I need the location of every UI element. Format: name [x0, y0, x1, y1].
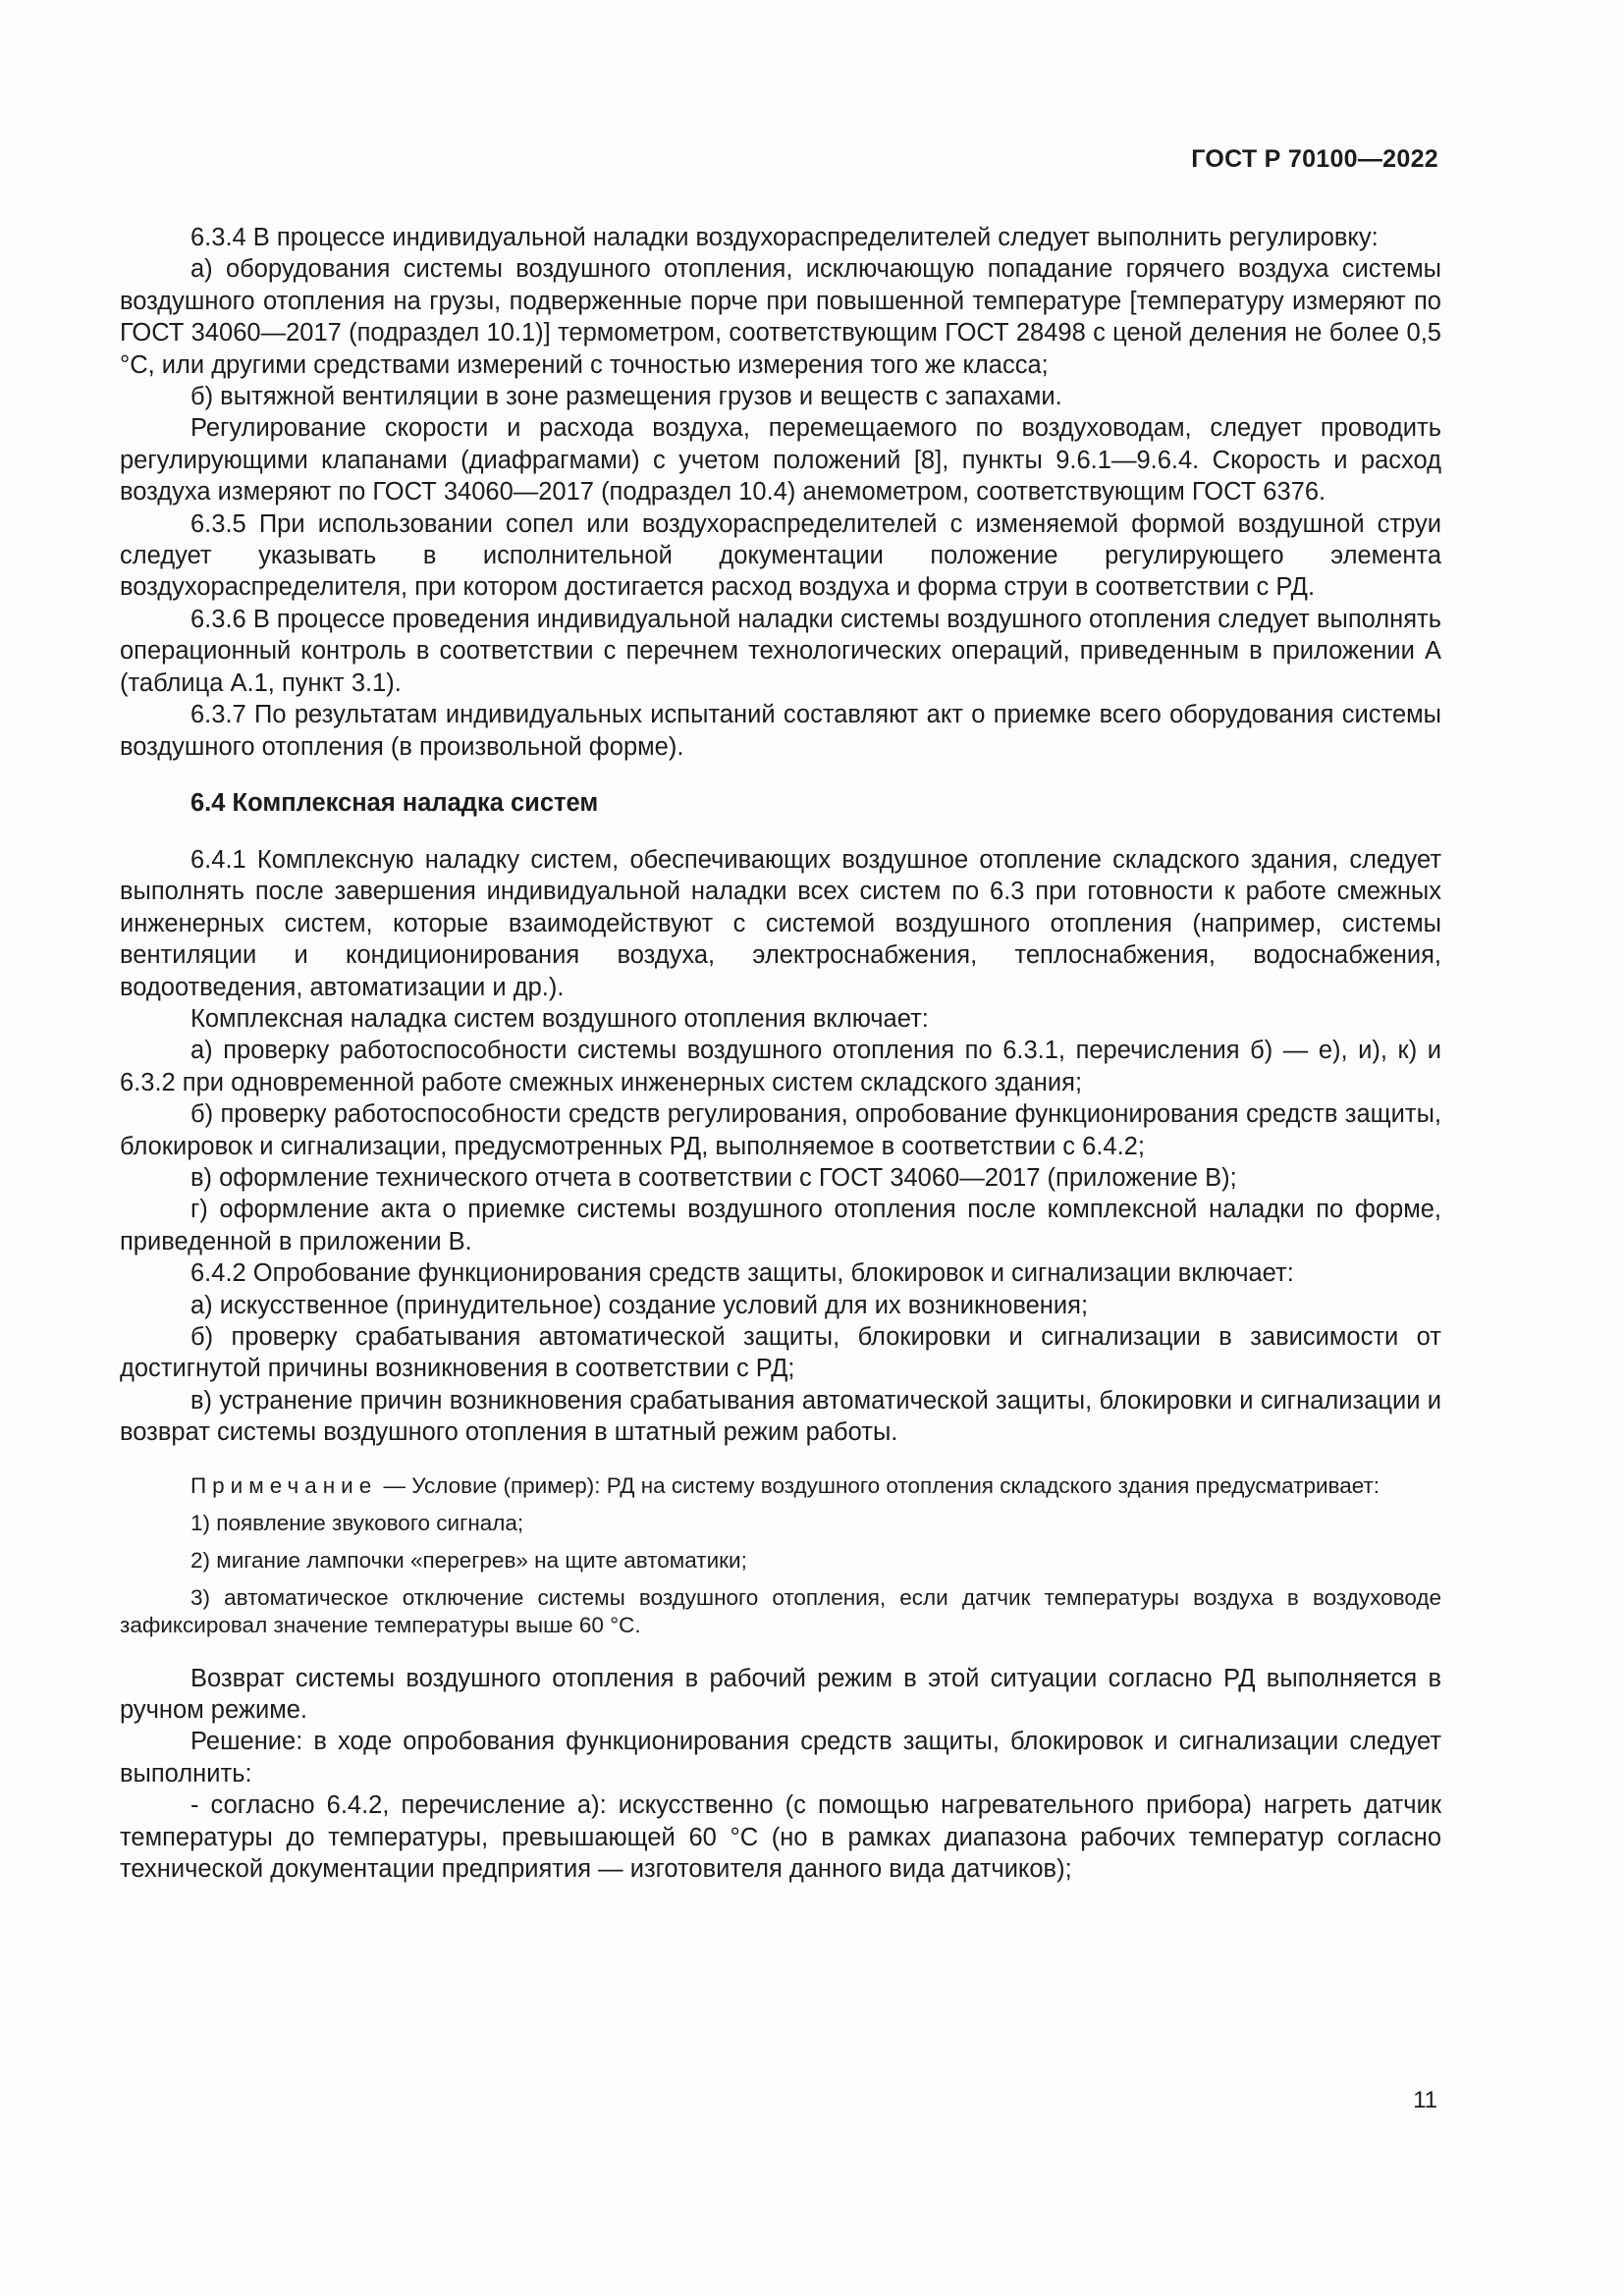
- note-item-2: 2) мигание лампочки «перегрев» на щите автоматики;: [190, 1547, 747, 1573]
- list-item-6-4-2-b: б) проверку срабатывания автоматической защиты, блокировки и сигнализации в зависимости от достигнутой причины возникновения в соответствии с РД;: [120, 1323, 1441, 1383]
- page-number: 11: [1413, 2087, 1437, 2113]
- paragraph-6-4-1: 6.4.1 Комплексную наладку систем, обеспечивающих воздушное отопление складского здания, следует выполнять после завершения индивидуальной наладки всех систем по 6.3 при готовности к работе смежных инженерных систем, которые взаимодействуют с системой воздушного отопления (например, системы вентиляции и кондиционирования воздуха, электроснабжения, теплоснабжения, водоснабжения, водоотведения, автоматизации и др.).: [120, 845, 1441, 1001]
- paragraph-6-3-7: 6.3.7 По результатам индивидуальных испытаний составляют акт о приемке всего оборудования системы воздушного отопления (в произвольной форме).: [120, 701, 1441, 761]
- list-item-6-4-2-a: а) искусственное (принудительное) создание условий для их возникновения;: [190, 1291, 1089, 1319]
- paragraph-complex-includes: Комплексная наладка систем воздушного отопления включает:: [190, 1004, 929, 1033]
- list-item-complex-v: в) оформление технического отчета в соответствии с ГОСТ 34060—2017 (приложение В);: [190, 1163, 1237, 1192]
- paragraph-6-3-4: 6.3.4 В процессе индивидуальной наладки воздухораспределителей следует выполнить регулировку:: [190, 224, 1379, 251]
- paragraph-6-3-5: 6.3.5 При использовании сопел или воздухораспределителей с изменяемой формой воздушной струи следует указывать в исполнительной документации положение регулирующего элемента воздухораспределителя, при котором достигается расход воздуха и форма струи в соответствии с РД.: [120, 509, 1441, 602]
- document-body: [120, 222, 1441, 1885]
- paragraph-regulation: Регулирование скорости и расхода воздуха, перемещаемого по воздуховодам, следует проводить регулирующими клапанами (диафрагмами) с учетом положений [8], пункты 9.6.1—9.6.4. Скорость и расход воздуха измеряют по ГОСТ 34060—2017 (подраздел 10.4) анемометром, соответствующим ГОСТ 6376.: [120, 414, 1441, 507]
- paragraph-step: - согласно 6.4.2, перечисление а): искусственно (с помощью нагревательного прибора) нагреть датчик температуры до температуры, превышающей 60 °С (но в рамках диапазона рабочих температур согласно технической документации предприятия — изготовителя данного вида датчиков);: [120, 1791, 1441, 1884]
- note-block: [120, 1472, 1441, 1639]
- note-intro: [120, 1472, 1441, 1500]
- note-item-3: 3) автоматическое отключение системы воздушного отопления, если датчик температуры воздуха в воздуховоде зафиксировал значение температуры выше 60 °С.: [120, 1584, 1441, 1637]
- note-label: Примечание: [190, 1472, 378, 1498]
- paragraph-6-3-6: 6.3.6 В процессе проведения индивидуальной наладки системы воздушного отопления следует выполнять операционный контроль в соответствии с перечнем технологических операций, приведенным в приложении А (таблица А.1, пункт 3.1).: [120, 605, 1441, 697]
- section-heading-6-4: 6.4 Комплексная наладка систем: [190, 788, 599, 817]
- paragraph-return: Возврат системы воздушного отопления в рабочий режим в этой ситуации согласно РД выполняется в ручном режиме.: [120, 1664, 1441, 1725]
- list-item-6-4-2-v: в) устранение причин возникновения срабатывания автоматической защиты, блокировки и сигнализации и возврат системы воздушного отопления в штатный режим работы.: [120, 1386, 1441, 1447]
- list-item-complex-b: б) проверку работоспособности средств регулирования, опробование функционирования средств защиты, блокировок и сигнализации, предусмотренных РД, выполняемое в соответствии с 6.4.2;: [120, 1100, 1441, 1160]
- list-item-complex-g: г) оформление акта о приемке системы воздушного отопления после комплексной наладки по форме, приведенной в приложении В.: [120, 1196, 1441, 1255]
- note-item-1: 1) появление звукового сигнала;: [190, 1510, 524, 1535]
- note-text: — Условие (пример): РД на систему воздушного отопления складского здания предусматривает:: [377, 1472, 1380, 1498]
- document-code: ГОСТ Р 70100—2022: [1191, 145, 1438, 173]
- paragraph-solution: Решение: в ходе опробования функционирования средств защиты, блокировок и сигнализации следует выполнить:: [120, 1728, 1441, 1788]
- list-item-6-3-4-b: б) вытяжной вентиляции в зоне размещения грузов и веществ с запахами.: [190, 383, 1062, 411]
- list-item-6-3-4-a: а) оборудования системы воздушного отопления, исключающую попадание горячего воздуха системы воздушного отопления на грузы, подверженные порче при повышенной температуре [температуру измеряют по ГОСТ 34060—2017 (подраздел 10.1)] термометром, соответствующим ГОСТ 28498 с ценой деления не более 0,5 °С, или другими средствами измерений с точностью измерения того же класса;: [120, 255, 1441, 379]
- list-item-complex-a: а) проверку работоспособности системы воздушного отопления по 6.3.1, перечисления б) — е), и), к) и 6.3.2 при одновременной работе смежных инженерных систем складского здания;: [120, 1037, 1441, 1096]
- paragraph-6-4-2: 6.4.2 Опробование функционирования средств защиты, блокировок и сигнализации включает:: [190, 1259, 1294, 1288]
